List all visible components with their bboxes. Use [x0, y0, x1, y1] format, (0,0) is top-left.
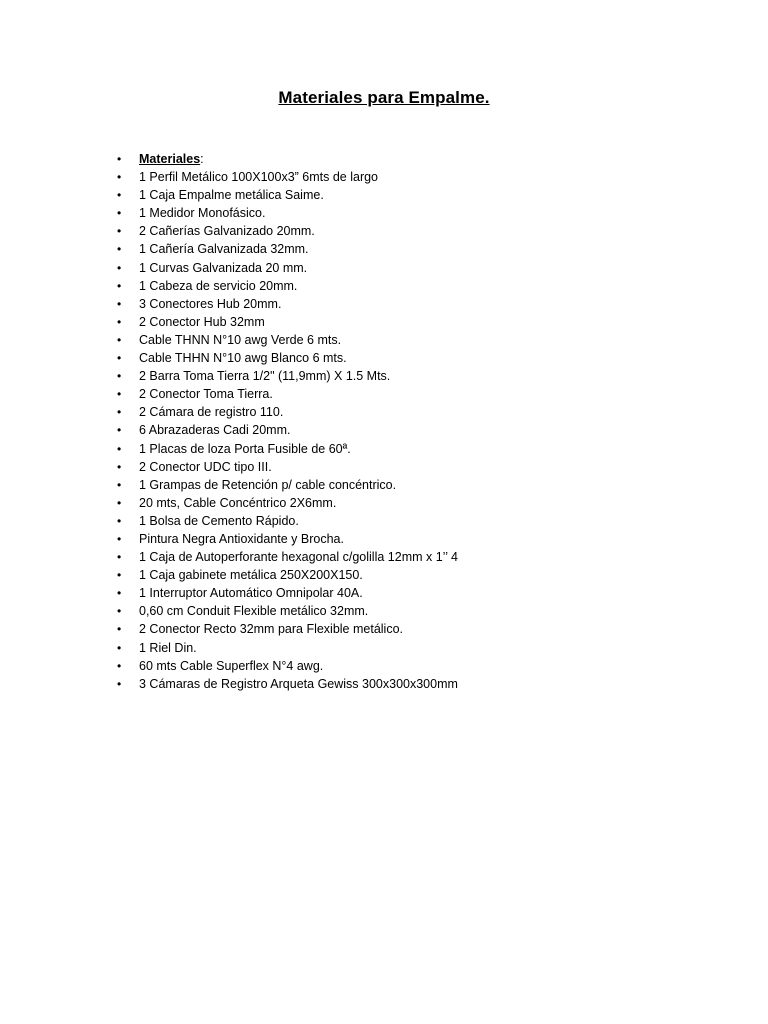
material-item-text: 1 Perfil Metálico 100X100x3” 6mts de largo: [139, 170, 379, 185]
material-list-item: [116, 259, 458, 277]
bullet-icon: •: [117, 369, 122, 384]
material-list-item: [116, 349, 458, 367]
bullet-icon: •: [117, 550, 122, 565]
material-list-item: [116, 186, 458, 204]
material-list-item: [116, 440, 458, 458]
material-item-text: 2 Barra Toma Tierra 1/2" (11,9mm) X 1.5 Mts.: [139, 369, 391, 384]
bullet-icon: •: [117, 441, 122, 456]
material-list-item: [116, 168, 458, 186]
bullet-icon: •: [117, 658, 122, 673]
material-list-item: [116, 584, 458, 602]
bullet-icon: •: [117, 604, 122, 619]
material-list-item: [116, 277, 458, 295]
bullet-icon: •: [117, 152, 122, 166]
material-item-text: 1 Caja Empalme metálica Saime.: [139, 188, 324, 203]
material-list-item: [116, 240, 458, 258]
bullet-icon: •: [117, 206, 122, 221]
bullet-icon: •: [117, 224, 122, 239]
materials-heading-colon: :: [200, 152, 204, 166]
material-list-item: [116, 367, 458, 385]
bullet-icon: •: [117, 513, 122, 528]
bullet-icon: •: [117, 351, 122, 366]
bullet-icon: •: [117, 296, 122, 311]
material-list-item: [116, 222, 458, 240]
material-item-text: 2 Cañerías Galvanizado 20mm.: [139, 224, 315, 239]
material-item-text: 1 Cañería Galvanizada 32mm.: [139, 242, 309, 257]
bullet-icon: •: [117, 459, 122, 474]
material-list-item: [116, 204, 458, 222]
material-list-item: [116, 675, 458, 693]
material-item-text: 1 Riel Din.: [139, 640, 197, 655]
bullet-icon: •: [117, 314, 122, 329]
material-list-item: [116, 512, 458, 530]
bullet-icon: •: [117, 495, 122, 510]
material-list-item: [116, 602, 458, 620]
material-item-text: 2 Conector Hub 32mm: [139, 314, 265, 329]
material-item-text: Pintura Negra Antioxidante y Brocha.: [139, 531, 344, 546]
material-list-item: [116, 331, 458, 349]
material-item-text: 1 Caja de Autoperforante hexagonal c/golilla 12mm x 1’’ 4: [139, 550, 458, 565]
bullet-icon: •: [117, 278, 122, 293]
material-list-item: [116, 530, 458, 548]
bullet-icon: •: [117, 170, 122, 185]
material-item-text: Cable THNN N°10 awg Verde 6 mts.: [139, 332, 342, 347]
material-list-item: [116, 385, 458, 403]
material-list-item: [116, 548, 458, 566]
material-list-item: [116, 458, 458, 476]
material-list-item: [116, 494, 458, 512]
material-item-text: 2 Conector Toma Tierra.: [139, 387, 273, 402]
bullet-icon: •: [117, 387, 122, 402]
bullet-icon: •: [117, 242, 122, 257]
material-list-item: [116, 403, 458, 421]
bullet-icon: •: [117, 188, 122, 203]
bullet-icon: •: [117, 622, 122, 637]
bullet-icon: •: [117, 676, 122, 691]
material-list-item: [116, 295, 458, 313]
materials-heading: Materiales: [139, 152, 201, 166]
material-item-text: Cable THHN N°10 awg Blanco 6 mts.: [139, 351, 347, 366]
bullet-icon: •: [117, 568, 122, 583]
material-item-text: 1 Bolsa de Cemento Rápido.: [139, 513, 299, 528]
document-title: Materiales para Empalme.: [278, 88, 490, 107]
bullet-icon: •: [117, 260, 122, 275]
material-item-text: 1 Cabeza de servicio 20mm.: [139, 278, 298, 293]
material-list-item: [116, 620, 458, 638]
material-list-item: [116, 313, 458, 331]
bullet-icon: •: [117, 332, 122, 347]
materials-heading-item: [116, 150, 458, 168]
material-item-text: 0,60 cm Conduit Flexible metálico 32mm.: [139, 604, 369, 619]
material-item-text: 1 Curvas Galvanizada 20 mm.: [139, 260, 308, 275]
material-item-text: 1 Interruptor Automático Omnipolar 40A.: [139, 586, 363, 601]
material-list-item: [116, 421, 458, 439]
material-list-item: [116, 566, 458, 584]
material-item-text: 2 Conector Recto 32mm para Flexible metálico.: [139, 622, 404, 637]
bullet-icon: •: [117, 586, 122, 601]
material-item-text: 1 Placas de loza Porta Fusible de 60ª.: [139, 441, 351, 456]
material-list-item: [116, 639, 458, 657]
bullet-icon: •: [117, 640, 122, 655]
material-item-text: 20 mts, Cable Concéntrico 2X6mm.: [139, 495, 337, 510]
material-item-text: 1 Grampas de Retención p/ cable concéntrico.: [139, 477, 397, 492]
bullet-icon: •: [117, 423, 122, 438]
bullet-icon: •: [117, 477, 122, 492]
material-item-text: 2 Cámara de registro 110.: [139, 405, 284, 420]
material-item-text: 3 Conectores Hub 20mm.: [139, 296, 282, 311]
bullet-icon: •: [117, 405, 122, 420]
material-item-text: 3 Cámaras de Registro Arqueta Gewiss 300x300x300mm: [139, 676, 458, 691]
material-list-item: [116, 657, 458, 675]
material-item-text: 1 Medidor Monofásico.: [139, 206, 266, 221]
material-list-item: [116, 476, 458, 494]
material-item-text: 2 Conector UDC tipo III.: [139, 459, 272, 474]
material-item-text: 60 mts Cable Superflex N°4 awg.: [139, 658, 324, 673]
material-item-text: 1 Caja gabinete metálica 250X200X150.: [139, 568, 363, 583]
materials-list: [116, 150, 458, 693]
material-item-text: 6 Abrazaderas Cadi 20mm.: [139, 423, 291, 438]
bullet-icon: •: [117, 531, 122, 546]
